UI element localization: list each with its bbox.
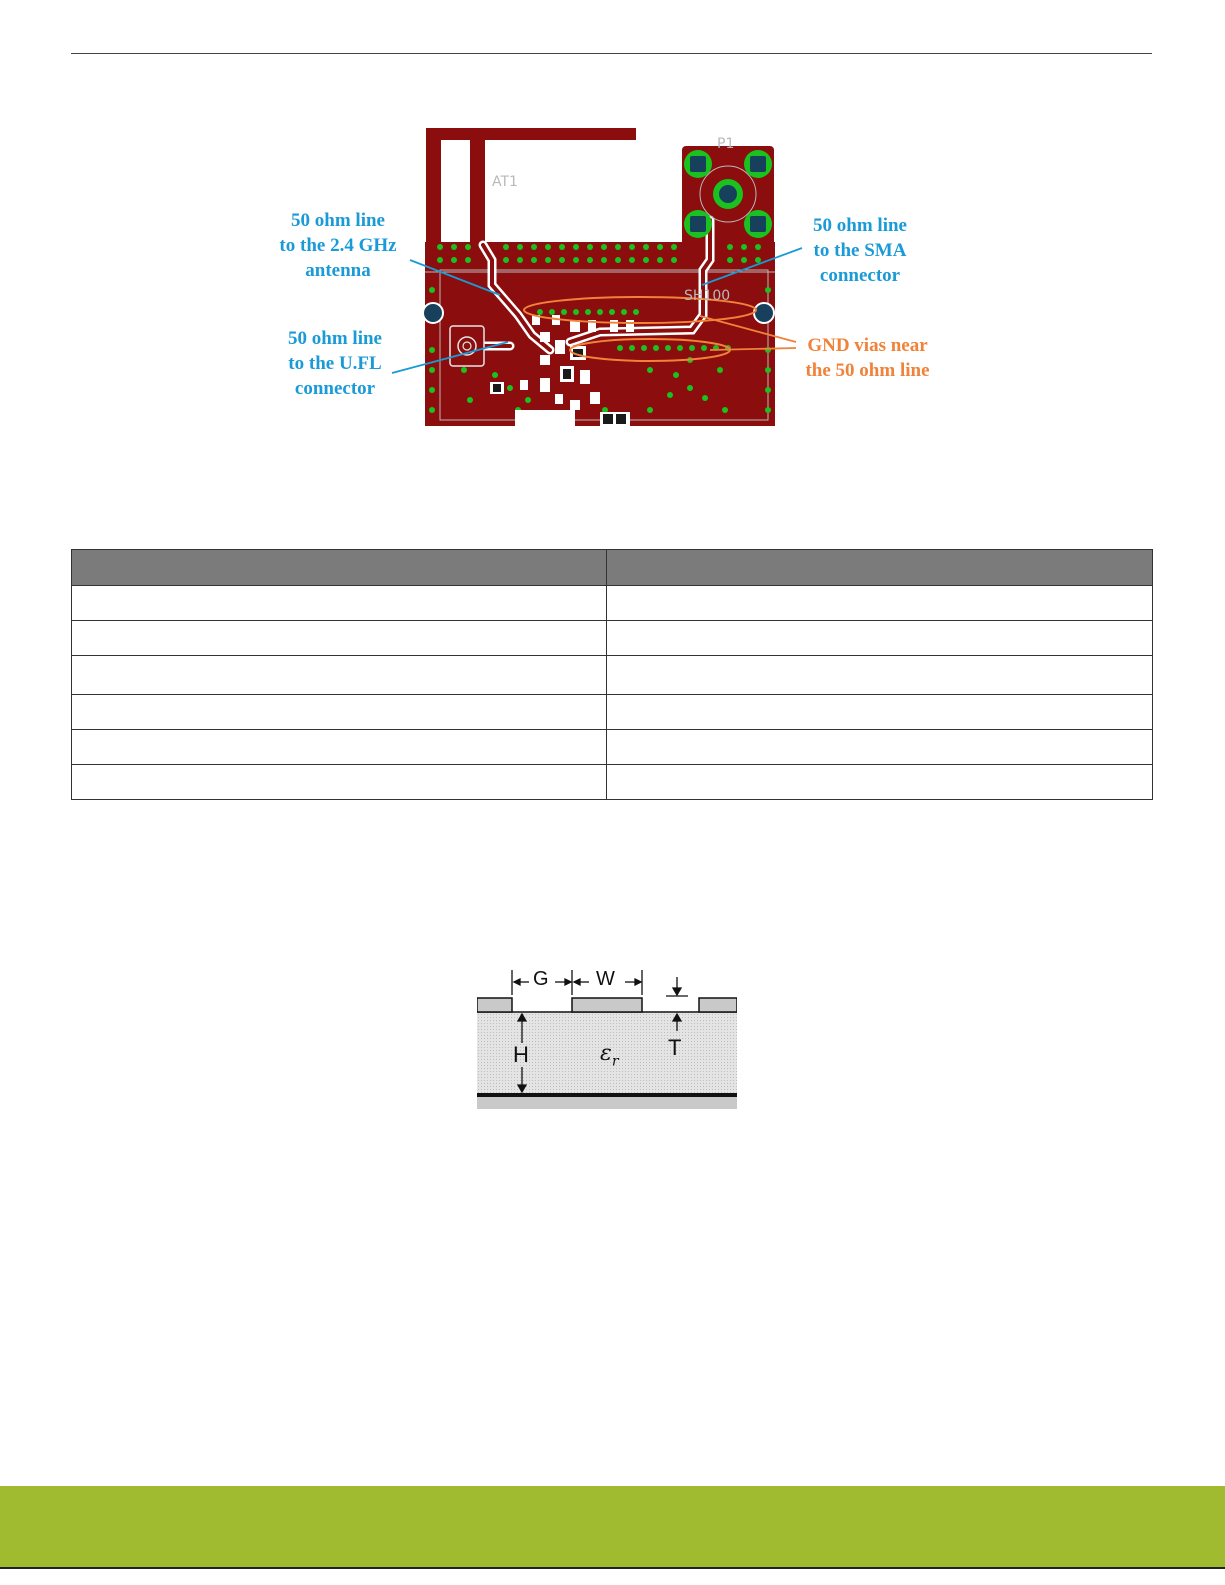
table-row bbox=[72, 656, 1153, 695]
footer-bar bbox=[0, 1486, 1225, 1567]
coplanar-waveguide-diagram bbox=[477, 965, 737, 1111]
thickness-label: T bbox=[668, 1035, 682, 1060]
table-cell bbox=[607, 730, 1153, 765]
gap-label: G bbox=[533, 968, 549, 990]
table-header-cell bbox=[607, 550, 1153, 586]
shield-designator: SH100 bbox=[684, 288, 731, 304]
table-cell bbox=[607, 765, 1153, 800]
table-row bbox=[72, 765, 1153, 800]
width-label: W bbox=[596, 968, 615, 990]
antenna-trace bbox=[426, 128, 636, 246]
table-cell bbox=[72, 656, 607, 695]
height-label: H bbox=[513, 1042, 529, 1067]
table-row bbox=[72, 621, 1153, 656]
table-cell bbox=[72, 695, 607, 730]
table-header-cell bbox=[72, 550, 607, 586]
table-cell bbox=[72, 730, 607, 765]
table-cell bbox=[72, 765, 607, 800]
table-cell bbox=[607, 586, 1153, 621]
table-header-row bbox=[72, 550, 1153, 586]
mounting-hole-left bbox=[423, 303, 443, 323]
table-cell bbox=[72, 621, 607, 656]
permittivity-label: $\varepsilon_r$ bbox=[600, 1041, 619, 1070]
table-row bbox=[72, 586, 1153, 621]
antenna-designator: AT1 bbox=[492, 174, 518, 190]
table-cell bbox=[72, 586, 607, 621]
ground-plane bbox=[477, 1093, 737, 1097]
header-rule bbox=[71, 53, 1152, 54]
right-ground-conductor bbox=[699, 998, 737, 1012]
callout-ufl-line: 50 ohm line to the U.FL connector bbox=[288, 328, 382, 399]
table-row bbox=[72, 730, 1153, 765]
table-cell bbox=[607, 695, 1153, 730]
callout-sma-line: 50 ohm line to the SMA connector bbox=[813, 215, 907, 286]
connector-designator: P1 bbox=[717, 136, 735, 152]
callout-gnd-vias: GND vias near the 50 ohm line bbox=[805, 335, 930, 381]
mounting-hole-right bbox=[754, 303, 774, 323]
pcb-layout-figure bbox=[270, 120, 960, 430]
left-ground-conductor bbox=[477, 998, 512, 1012]
parameters-table bbox=[71, 549, 1153, 800]
ufl-connector bbox=[450, 326, 484, 366]
table-row bbox=[72, 695, 1153, 730]
table-cell bbox=[607, 621, 1153, 656]
table-cell bbox=[607, 656, 1153, 695]
callout-antenna-line: 50 ohm line to the 2.4 GHz antenna bbox=[279, 210, 397, 281]
footer-rule bbox=[0, 1567, 1225, 1569]
signal-conductor bbox=[572, 998, 642, 1012]
